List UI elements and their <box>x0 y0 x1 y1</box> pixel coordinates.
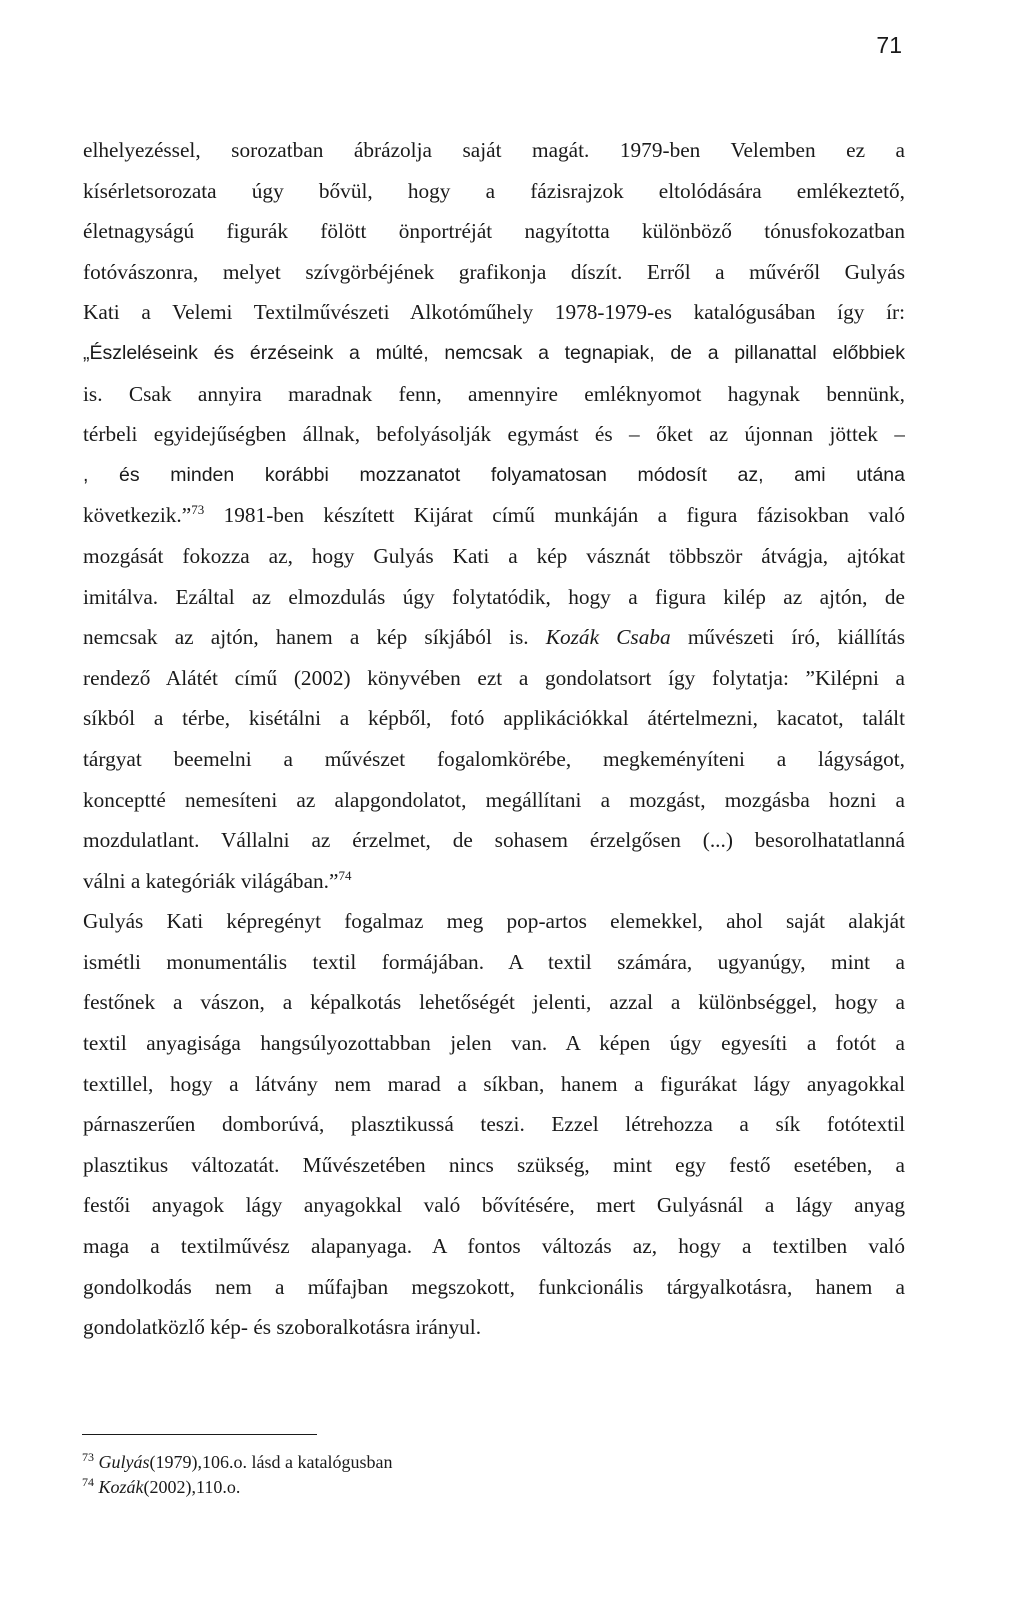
text-line: is. Csak annyira maradnak fenn, amennyire emléknyomot hagynak bennünk, <box>83 381 905 406</box>
text-line: festőnek a vászon, a képalkotás lehetőségét jelenti, azzal a különbséggel, hogy a <box>83 990 905 1015</box>
footnote-text: (2002),110.o. <box>143 1477 241 1497</box>
text-line: következik.”$^{73}$ 1981-ben készített Kijárat című munkáján a figura fázisokban való <box>83 502 905 528</box>
text-line: kísérletsorozata úgy bővül, hogy a fázisrajzok eltolódására emlékeztető, <box>83 178 905 203</box>
text-line: tárgyat beemelni a művészet fogalomkörébe, megkeményíteni a lágyságot, <box>83 746 905 771</box>
footnote-ref-73: 73 <box>191 502 205 518</box>
footnote-number: 73 <box>82 1450 94 1464</box>
footnote-author: Kozák <box>98 1477 144 1497</box>
text-line: textillel, hogy a látvány nem marad a síkban, hanem a figurákat lágy anyagokkal <box>83 1071 905 1096</box>
text-line: síkból a térbe, kisétálni a képből, fotó applikációkkal átértelmezni, kacatot, talált <box>83 706 905 731</box>
body-text <box>83 130 905 1348</box>
text-line: fotóvászonra, melyet szívgörbéjének grafikonja díszít. Erről a művéről Gulyás <box>83 259 905 284</box>
text-line: elhelyezéssel, sorozatban ábrázolja saját magát. 1979-ben Velemben ez a <box>83 138 905 162</box>
author-name: Kozák Csaba <box>545 625 671 650</box>
text-line: konceptté nemesíteni az alapgondolatot, megállítani a mozgást, mozgásba hozni a <box>83 787 905 812</box>
footnote <box>82 1450 682 1475</box>
paragraph <box>83 901 905 1348</box>
page-number: 71 <box>876 32 902 58</box>
footnote-author: Gulyás <box>98 1452 150 1472</box>
footnote-ref-74: 74 <box>338 867 352 883</box>
paragraph <box>83 130 905 901</box>
text-line: imitálva. Ezáltal az elmozdulás úgy folytatódik, hogy a figura kilép az ajtón, de <box>83 584 905 609</box>
footnote-text: (1979),106.o. lásd a katalógusban <box>149 1452 393 1472</box>
text-line: Gulyás Kati képregényt fogalmaz meg pop-artos elemekkel, ahol saját alakját <box>83 909 905 934</box>
text-line: plasztikus változatát. Művészetében nincs szükség, mint egy festő esetében, a <box>83 1152 905 1177</box>
text-line: festői anyagok lágy anyagokkal való bővítésére, mert Gulyásnál a lágy anyag <box>83 1193 905 1218</box>
text-line: , és minden korábbi mozzanatot folyamatosan módosít az, ami utána <box>83 463 905 486</box>
footnotes <box>82 1450 682 1500</box>
text-line: válni a kategóriák világában.”$^{74}$ <box>83 867 352 893</box>
footnote-number: 74 <box>82 1475 94 1489</box>
text-line: gondolkodás nem a műfajban megszokott, funkcionális tárgyalkotásra, hanem a <box>83 1274 905 1299</box>
text-line: életnagyságú figurák fölött önportréját nagyította különböző tónusfokozatban <box>83 219 905 244</box>
text-line: „Észleléseink és érzéseink a múlté, nemcsak a tegnapiak, de a pillanattal előbbiek <box>83 341 905 364</box>
text-line: ismétli monumentális textil formájában. A textil számára, ugyanúgy, mint a <box>83 949 905 974</box>
text-line: Kati a Velemi Textilművészeti Alkotóműhely 1978-1979-es katalógusában így ír: <box>83 300 905 325</box>
text-line: mozgását fokozza az, hogy Gulyás Kati a kép vásznát többször átvágja, ajtókat <box>83 543 905 568</box>
text-line: rendező Alátét című (2002) könyvében ezt a gondolatsort így folytatja: ”Kilépni a <box>83 665 905 690</box>
footnote-divider <box>82 1434 317 1435</box>
text-line: mozdulatlant. Vállalni az érzelmet, de sohasem érzelgősen (...) besorolhatatlanná <box>83 828 905 853</box>
text-line: textil anyagisága hangsúlyozottabban jelen van. A képen úgy egyesíti a fotót a <box>83 1031 905 1056</box>
footnote <box>82 1475 682 1500</box>
text-line: nemcsak az ajtón, hanem a kép síkjából is. Kozák Csaba művészeti író, kiállítás <box>83 625 905 650</box>
text-line: maga a textilművész alapanyaga. A fontos változás az, hogy a textilben való <box>83 1234 905 1259</box>
text-line: gondolatközlő kép- és szoboralkotásra irányul. <box>83 1315 482 1340</box>
text-line: párnaszerűen domborúvá, plasztikussá teszi. Ezzel létrehozza a sík fotótextil <box>83 1112 905 1137</box>
text-line: térbeli egyidejűségben állnak, befolyásolják egymást és – őket az újonnan jöttek – <box>83 422 905 447</box>
